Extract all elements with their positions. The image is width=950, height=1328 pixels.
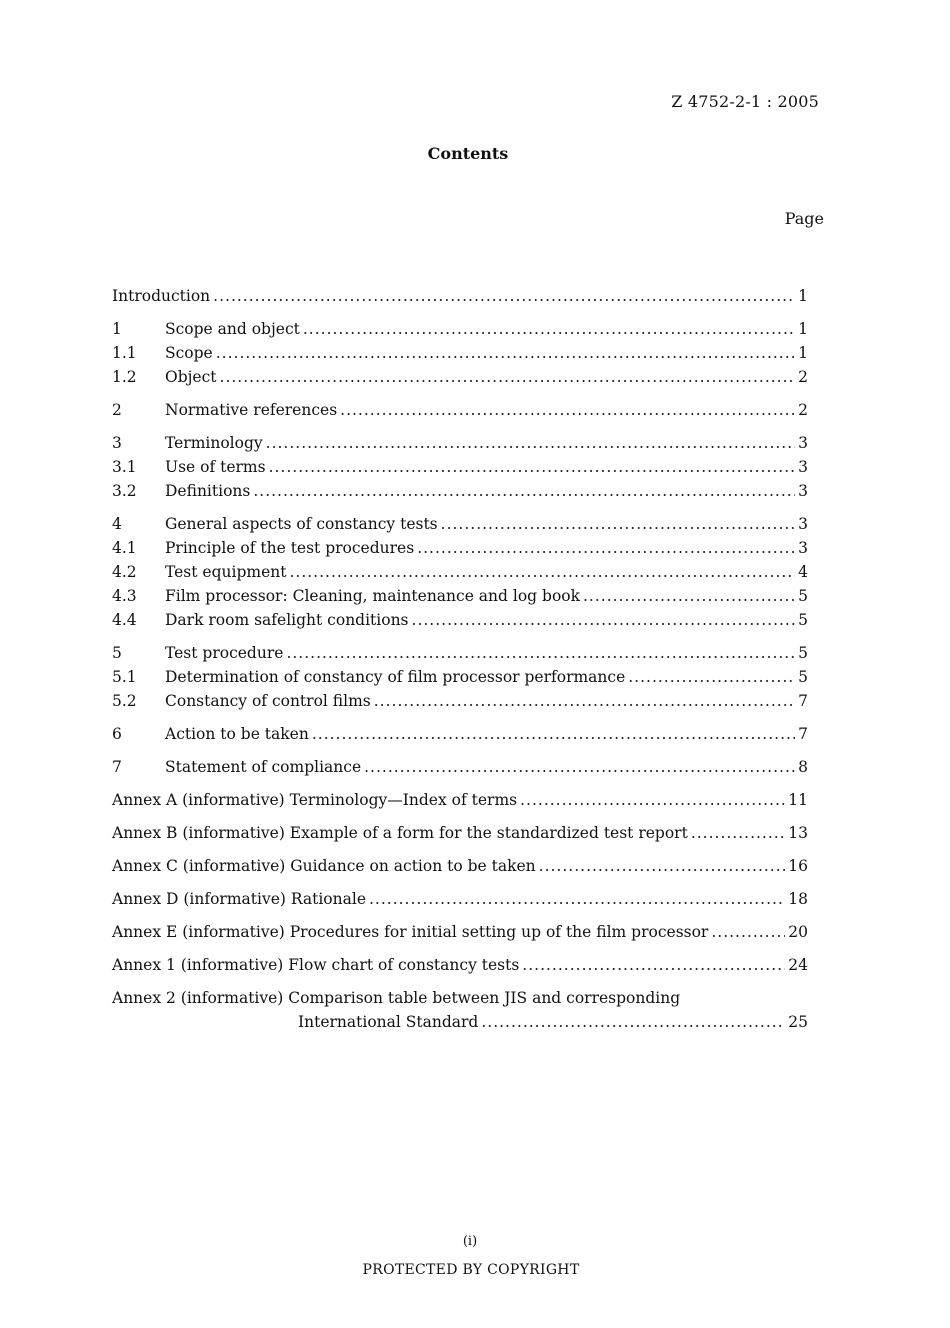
dot-leader: [369, 887, 785, 911]
toc-entry-title-continued: International Standard: [298, 1013, 479, 1031]
toc-entry-annex-a[interactable]: [112, 788, 808, 812]
dot-leader: [374, 689, 795, 713]
toc-entry-title: Test procedure: [165, 644, 284, 662]
toc-entry-title: Dark room safelight conditions: [165, 611, 409, 629]
toc-entry-number: 1.2: [112, 368, 137, 386]
toc-entry-page: 8: [798, 758, 808, 776]
toc-entry-page: 13: [788, 824, 808, 842]
toc-entry-title: Constancy of control films: [165, 692, 371, 710]
toc-entry-section-3-2[interactable]: [112, 479, 808, 503]
toc-entry-page: 20: [788, 923, 808, 941]
toc-entry-number: 4.3: [112, 587, 137, 605]
toc-entry-page: 25: [788, 1013, 808, 1031]
toc-entry-title: Annex A (informative) Terminology—Index of terms: [112, 791, 518, 809]
toc-entry-page: 5: [798, 611, 808, 629]
dot-leader: [253, 479, 795, 503]
dot-leader: [412, 608, 796, 632]
toc-entry-annex-1[interactable]: [112, 953, 808, 977]
toc-entry-section-4-4[interactable]: [112, 608, 808, 632]
toc-entry-title: Annex C (informative) Guidance on action to be taken: [112, 857, 536, 875]
toc-entry-number: 4.1: [112, 539, 137, 557]
toc-entry-title: Principle of the test procedures: [165, 539, 415, 557]
toc-entry-number: 4.4: [112, 611, 137, 629]
toc-entry-title: Normative references: [165, 401, 338, 419]
dot-leader: [441, 512, 795, 536]
toc-entry-number: 7: [112, 758, 122, 776]
dot-leader: [481, 1010, 785, 1034]
toc-entry-title: Object: [165, 368, 217, 386]
footer-page-number: (i): [462, 1234, 478, 1249]
dot-leader: [583, 584, 795, 608]
table-of-contents: [112, 284, 808, 1034]
toc-entry-section-4-3[interactable]: [112, 584, 808, 608]
toc-entry-section-3-1[interactable]: [112, 455, 808, 479]
toc-entry-continuation: [112, 1010, 808, 1034]
toc-entry-title: Statement of compliance: [165, 758, 362, 776]
toc-entry-number: 1: [112, 320, 122, 338]
toc-entry-page: 7: [798, 692, 808, 710]
toc-entry-page: 1: [798, 320, 808, 338]
toc-entry-page: 2: [798, 368, 808, 386]
toc-entry-title: General aspects of constancy tests: [165, 515, 438, 533]
toc-entry-title: Action to be taken: [165, 725, 309, 743]
toc-entry-page: 7: [798, 725, 808, 743]
toc-entry-number: 3: [112, 434, 122, 452]
toc-entry-title: Use of terms: [165, 458, 266, 476]
dot-leader: [520, 788, 785, 812]
toc-entry-annex-b[interactable]: [112, 821, 808, 845]
toc-entry-section-6[interactable]: [112, 722, 808, 746]
toc-entry-number: 6: [112, 725, 122, 743]
toc-entry-section-4-2[interactable]: [112, 560, 808, 584]
toc-entry-number: 4: [112, 515, 122, 533]
toc-entry-section-4[interactable]: [112, 512, 808, 536]
toc-entry-section-4-1[interactable]: [112, 536, 808, 560]
toc-entry-page: 24: [788, 956, 808, 974]
toc-entry-title: Annex B (informative) Example of a form for the standardized test report: [112, 824, 688, 842]
toc-entry-page: 5: [798, 587, 808, 605]
toc-entry-page: 11: [788, 791, 808, 809]
toc-entry-section-2[interactable]: [112, 398, 808, 422]
dot-leader: [340, 398, 795, 422]
toc-entry-page: 3: [798, 515, 808, 533]
toc-entry-section-3[interactable]: [112, 431, 808, 455]
toc-entry-number: 4.2: [112, 563, 137, 581]
toc-entry-section-1-1[interactable]: [112, 341, 808, 365]
toc-entry-page: 1: [798, 344, 808, 362]
toc-entry-number: 5.2: [112, 692, 137, 710]
toc-entry-page: 4: [798, 563, 808, 581]
toc-entry-page: 1: [798, 287, 808, 305]
dot-leader: [312, 722, 795, 746]
toc-entry-section-1-2[interactable]: [112, 365, 808, 389]
toc-entry-page: 18: [788, 890, 808, 908]
dot-leader: [213, 284, 795, 308]
toc-entry-section-5[interactable]: [112, 641, 808, 665]
toc-entry-title: Definitions: [165, 482, 251, 500]
toc-entry-number: 5: [112, 644, 122, 662]
dot-leader: [269, 455, 796, 479]
toc-entry-number: 2: [112, 401, 122, 419]
toc-entry-page: 5: [798, 668, 808, 686]
page-column-label: Page: [784, 209, 824, 228]
page-title: Contents: [427, 144, 509, 163]
toc-entry-title: Scope: [165, 344, 213, 362]
toc-entry-title: Introduction: [112, 287, 211, 305]
toc-entry-page: 3: [798, 539, 808, 557]
toc-entry-section-7[interactable]: [112, 755, 808, 779]
dot-leader: [286, 641, 795, 665]
dot-leader: [289, 560, 795, 584]
toc-entry-annex-d[interactable]: [112, 887, 808, 911]
toc-entry-number: 3.2: [112, 482, 137, 500]
dot-leader: [628, 665, 795, 689]
dot-leader: [303, 317, 795, 341]
dot-leader: [522, 953, 785, 977]
toc-entry-number: 5.1: [112, 668, 137, 686]
toc-entry-page: 3: [798, 482, 808, 500]
toc-entry-page: 5: [798, 644, 808, 662]
dot-leader: [364, 755, 795, 779]
toc-entry-page: 16: [788, 857, 808, 875]
toc-entry-annex-c[interactable]: [112, 854, 808, 878]
toc-entry-introduction[interactable]: [112, 284, 808, 308]
toc-entry-title: Annex 2 (informative) Comparison table between JIS and corresponding: [112, 989, 681, 1007]
dot-leader: [539, 854, 786, 878]
toc-entry-annex-2[interactable]: [112, 986, 808, 1034]
toc-entry-title: Determination of constancy of film processor performance: [165, 668, 626, 686]
toc-entry-section-5-1[interactable]: [112, 665, 808, 689]
toc-entry-title: Test equipment: [165, 563, 287, 581]
toc-entry-page: 2: [798, 401, 808, 419]
dot-leader: [417, 536, 795, 560]
toc-entry-title: Annex E (informative) Procedures for initial setting up of the film processor: [112, 923, 709, 941]
toc-entry-title: Annex D (informative) Rationale: [112, 890, 366, 908]
toc-entry-annex-e[interactable]: [112, 920, 808, 944]
dot-leader: [266, 431, 795, 455]
dot-leader: [216, 341, 795, 365]
toc-entry-section-1[interactable]: [112, 317, 808, 341]
toc-entry-title: Terminology: [165, 434, 263, 452]
dot-leader: [691, 821, 785, 845]
document-id: Z 4752-2-1 : 2005: [671, 92, 819, 111]
copyright-notice: PROTECTED BY COPYRIGHT: [362, 1262, 580, 1278]
dot-leader: [711, 920, 785, 944]
toc-entry-title: Annex 1 (informative) Flow chart of constancy tests: [112, 956, 520, 974]
toc-entry-title: Film processor: Cleaning, maintenance and log book: [165, 587, 580, 605]
toc-entry-page: 3: [798, 458, 808, 476]
toc-entry-title: Scope and object: [165, 320, 300, 338]
toc-entry-section-5-2[interactable]: [112, 689, 808, 713]
toc-entry-number: 3.1: [112, 458, 137, 476]
toc-entry-page: 3: [798, 434, 808, 452]
dot-leader: [220, 365, 796, 389]
toc-entry-number: 1.1: [112, 344, 137, 362]
